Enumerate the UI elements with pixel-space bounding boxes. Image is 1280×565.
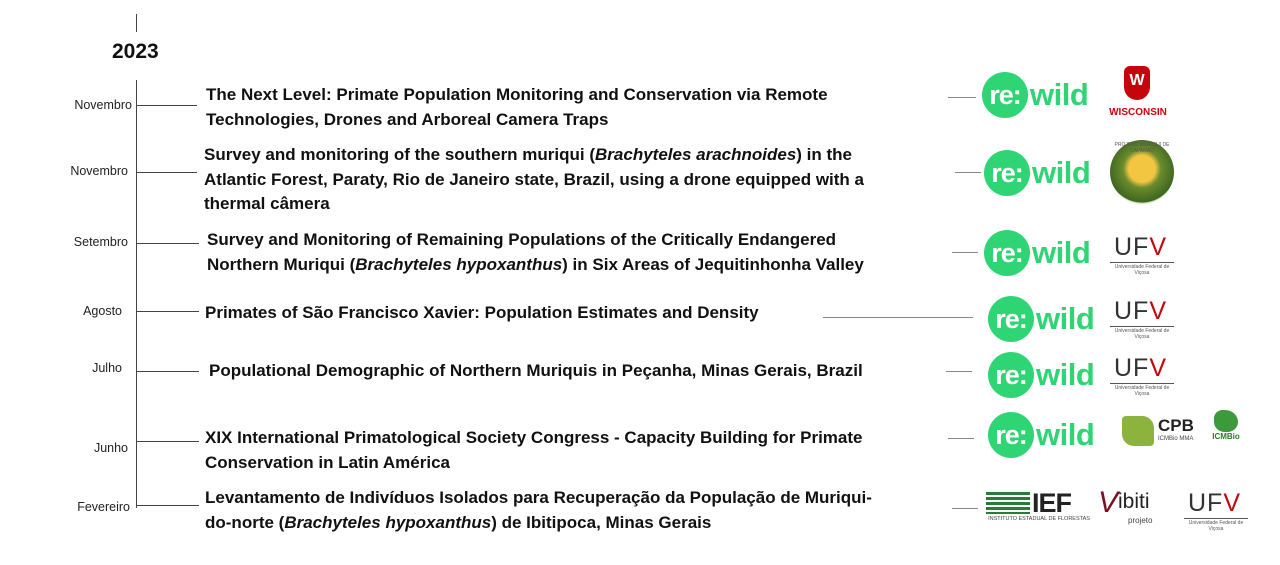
ief-logo-text: IEF — [1032, 488, 1072, 518]
entry-title-line: XIX International Primatological Society Congress - Capacity Building for Primate — [205, 428, 863, 447]
ufv-logo — [1110, 354, 1174, 397]
rewild-logo-word: wild — [1036, 357, 1095, 392]
timeline-tick — [137, 505, 199, 506]
timeline-tick — [137, 105, 197, 106]
rewild-logo-circle: re: — [982, 72, 1028, 118]
timeline-tick — [137, 172, 197, 173]
year-label: 2023 — [112, 40, 159, 63]
species-name: Brachyteles hypoxanthus — [284, 512, 492, 532]
cpb-logo-text: CPB — [1158, 416, 1194, 435]
month-label: Fevereiro — [77, 500, 130, 514]
rewild-logo — [988, 412, 1094, 458]
entry-title-line: Survey and Monitoring of Remaining Populations of the Critically Endangered — [207, 230, 837, 249]
cpb-monkey-icon — [1122, 416, 1154, 446]
connector-line — [948, 438, 974, 439]
icmbio-logo — [1206, 410, 1246, 450]
rewild-logo — [984, 230, 1090, 276]
rewild-logo-circle: re: — [988, 296, 1034, 342]
ufv-logo-text: UFV — [1114, 297, 1168, 325]
icmbio-logo-text: ICMBio — [1212, 432, 1240, 441]
entry-title — [204, 143, 864, 217]
connector-line — [955, 172, 981, 173]
entry-title — [207, 228, 864, 277]
month-label: Setembro — [73, 235, 128, 249]
rewild-logo-circle: re: — [984, 230, 1030, 276]
ufv-logo-subtitle: Universidade Federal de Viçosa — [1114, 328, 1170, 340]
divider — [1110, 383, 1174, 384]
timeline-tick — [137, 311, 199, 312]
entry-title-line: Technologies, Drones and Arboreal Camera Traps — [206, 109, 609, 129]
ief-logo — [986, 490, 1092, 524]
entry-title-line: thermal câmera — [204, 194, 330, 213]
species-name: Brachyteles arachnoides — [595, 145, 797, 164]
month-label: Agosto — [83, 304, 122, 318]
ufv-logo-subtitle: Universidade Federal de Viçosa — [1188, 520, 1244, 532]
rewild-logo-word: wild — [1036, 417, 1095, 452]
connector-line — [952, 252, 978, 253]
timeline-axis — [136, 80, 137, 508]
entry-title — [206, 83, 828, 132]
ufv-logo-subtitle: Universidade Federal de Viçosa — [1114, 264, 1170, 276]
rewild-logo — [988, 352, 1094, 398]
connector-line — [948, 97, 976, 98]
ufv-logo — [1184, 489, 1248, 532]
entry-title-line: The Next Level: Primate Population Monitoring and Conservation via Remote — [206, 85, 828, 104]
rewild-logo-word: wild — [1032, 235, 1091, 270]
species-name: Brachyteles hypoxanthus — [355, 254, 563, 274]
muriqui-project-seal-icon: PROJETO MURIQUI DE CAPARAÓ — [1110, 140, 1174, 204]
rewild-logo-circle: re: — [988, 352, 1034, 398]
timeline-axis-top — [136, 14, 137, 32]
month-label: Julho — [92, 361, 122, 375]
entry-title-line: Levantamento de Indivíduos Isolados para Recuperação da População de Muriqui- — [205, 488, 872, 507]
connector-line — [952, 508, 978, 509]
month-label: Novembro — [74, 98, 132, 112]
connector-line — [823, 317, 973, 318]
rewild-logo — [982, 72, 1088, 118]
entry-title: Populational Demographic of Northern Muriquis in Peçanha, Minas Gerais, Brazil — [209, 361, 863, 380]
ufv-logo-subtitle: Universidade Federal de Viçosa — [1114, 385, 1170, 397]
entry-title-line: Conservation in Latin América — [205, 452, 450, 472]
divider — [1184, 518, 1248, 519]
rewild-logo-word: wild — [1036, 301, 1095, 336]
rewild-logo — [984, 150, 1090, 196]
ibiti-logo-subtitle: projeto — [1128, 516, 1153, 525]
entry-title-line: do-norte (Brachyteles hypoxanthus) de Ibitipoca, Minas Gerais — [205, 512, 712, 532]
cpb-logo — [1122, 412, 1202, 452]
ibiti-logo-text: ibiti — [1118, 490, 1150, 513]
ufv-logo — [1110, 233, 1174, 276]
wisconsin-crest-icon: W — [1124, 66, 1150, 100]
ibiti-logo — [1098, 486, 1168, 528]
timeline-tick — [137, 243, 199, 244]
rewild-logo-word: wild — [1032, 155, 1091, 190]
ief-logo-subtitle: INSTITUTO ESTADUAL DE FLORESTAS — [988, 516, 1090, 522]
rewild-logo — [988, 296, 1094, 342]
ufv-logo-text: UFV — [1114, 354, 1168, 382]
entry-title-line: Northern Muriqui (Brachyteles hypoxanthus) in Six Areas of Jequitinhonha Valley — [207, 254, 864, 274]
entry-title: Primates of São Francisco Xavier: Population Estimates and Density — [205, 303, 759, 322]
wisconsin-logo-text: WISCONSIN — [1109, 107, 1167, 118]
ibiti-v-icon: V — [1098, 486, 1119, 519]
cpb-logo-subtitle: ICMBio MMA — [1158, 436, 1194, 442]
month-label: Junho — [93, 441, 128, 455]
icmbio-leaf-icon — [1214, 410, 1238, 432]
wisconsin-logo — [1106, 66, 1170, 118]
entry-title — [205, 426, 862, 475]
month-label: Novembro — [70, 164, 128, 178]
entry-title — [205, 486, 872, 535]
timeline-tick — [137, 441, 199, 442]
rewild-logo-circle: re: — [984, 150, 1030, 196]
timeline-tick — [137, 371, 199, 372]
ufv-logo-text: UFV — [1188, 489, 1242, 517]
connector-line — [946, 371, 972, 372]
ufv-logo-text: UFV — [1114, 233, 1168, 261]
rewild-logo-word: wild — [1030, 77, 1089, 112]
entry-title-line: Survey and monitoring of the southern muriqui (Brachyteles arachnoides) in the — [204, 145, 852, 164]
ief-stripes-icon — [986, 492, 1030, 514]
divider — [1110, 326, 1174, 327]
divider — [1110, 262, 1174, 263]
ufv-logo — [1110, 297, 1174, 340]
rewild-logo-circle: re: — [988, 412, 1034, 458]
entry-title-line: Atlantic Forest, Paraty, Rio de Janeiro state, Brazil, using a drone equipped with a — [204, 169, 864, 189]
